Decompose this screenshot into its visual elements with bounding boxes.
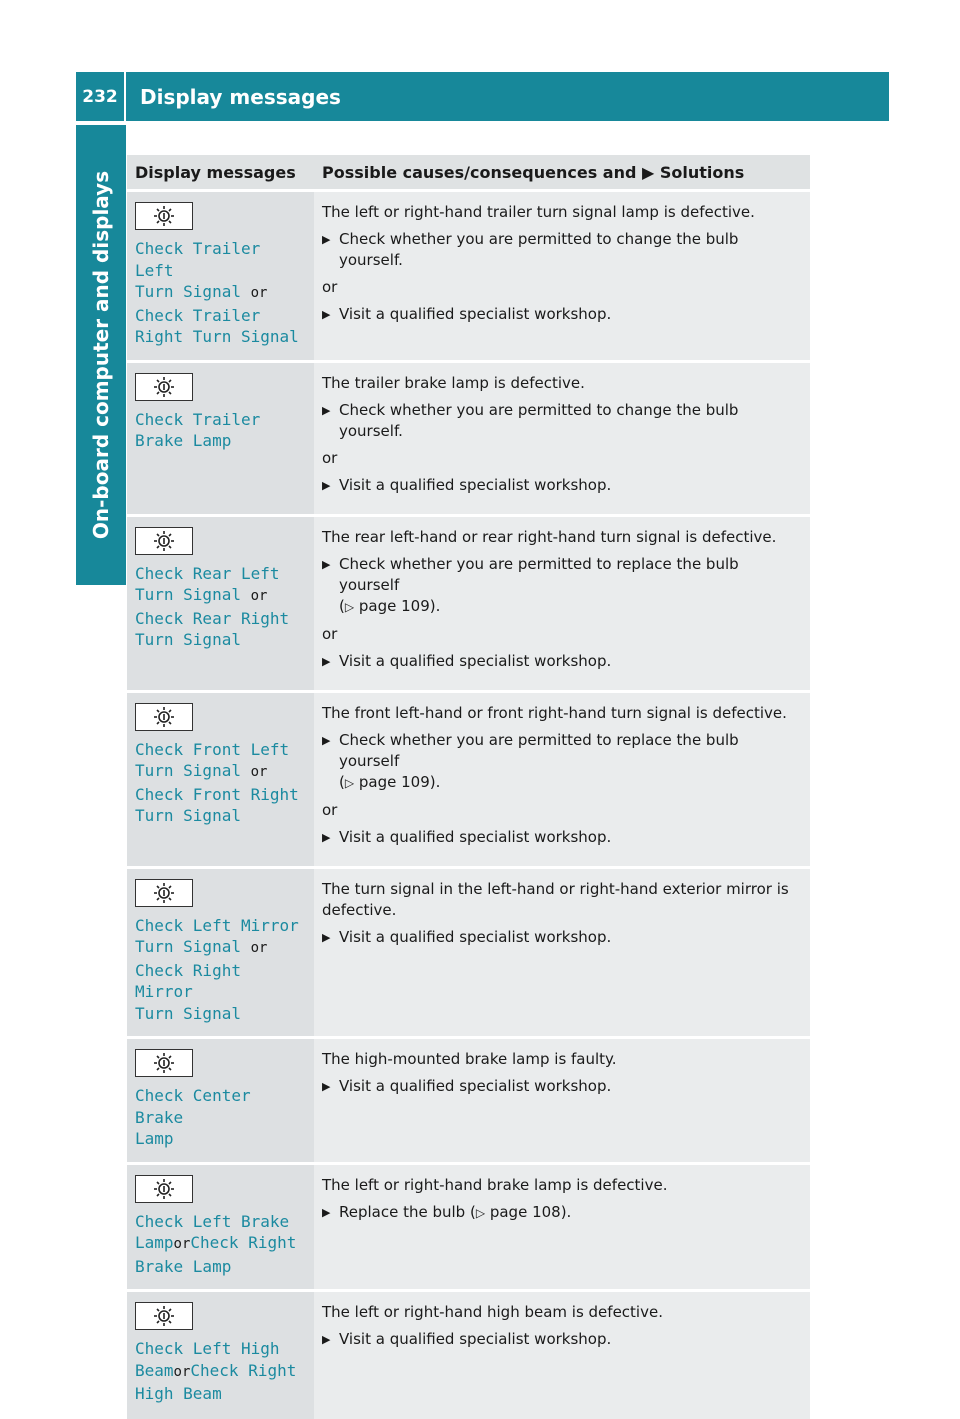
table-row bbox=[127, 1038, 810, 1164]
solution-cell bbox=[314, 515, 810, 691]
cause-text: The left or right-hand brake lamp is defective. bbox=[322, 1175, 668, 1194]
col-header-prefix: Possible causes/consequences and bbox=[322, 162, 637, 182]
or-text: or bbox=[322, 448, 338, 467]
bulb-warning-icon bbox=[135, 1175, 193, 1203]
display-messages-table bbox=[127, 155, 810, 1419]
bulb-warning-icon bbox=[135, 527, 193, 555]
message-cell bbox=[127, 191, 314, 362]
page-title: Display messages bbox=[140, 84, 341, 109]
solution-step: ▶ Check whether you are permitted to change the bulb yourself. bbox=[322, 400, 802, 442]
solution-step: ▶ Check whether you are permitted to replace the bulb yourself (▷ page 109). bbox=[322, 730, 802, 794]
page-number: 232 bbox=[76, 72, 126, 121]
page-ref-icon: ▷ bbox=[344, 775, 355, 790]
display-message: Check Center Brake Lamp bbox=[135, 1086, 251, 1148]
col-header-suffix: Solutions bbox=[659, 162, 745, 182]
display-message: Check Left Brake LamporCheck Right Brake Lamp bbox=[135, 1211, 297, 1276]
page-ref-icon: ▷ bbox=[344, 599, 355, 614]
display-message: Check Left Mirror Turn Signal or Check Right Mirror Turn Signal bbox=[135, 915, 299, 1023]
table-row bbox=[127, 361, 810, 515]
bulb-warning-icon bbox=[135, 1049, 193, 1077]
table-header-row bbox=[127, 155, 810, 191]
display-message: Check Left High BeamorCheck Right High Beam bbox=[135, 1339, 297, 1403]
message-cell bbox=[127, 1163, 314, 1291]
solution-step: ▶ Visit a qualified specialist workshop. bbox=[322, 651, 802, 672]
or-text: or bbox=[322, 800, 338, 819]
cause-text: The turn signal in the left-hand or right-hand exterior mirror is defective. bbox=[322, 879, 789, 919]
bulb-warning-icon bbox=[135, 879, 193, 907]
table-row bbox=[127, 515, 810, 691]
message-cell bbox=[127, 361, 314, 515]
table-row bbox=[127, 191, 810, 362]
play-arrow-icon: ▶ bbox=[642, 162, 655, 182]
solution-step: ▶ Check whether you are permitted to change the bulb yourself. bbox=[322, 229, 802, 271]
solution-step: ▶ Visit a qualified specialist workshop. bbox=[322, 304, 802, 325]
display-message: Check Trailer Left Turn Signal or Check Trailer Right Turn Signal bbox=[135, 239, 299, 346]
table-row bbox=[127, 691, 810, 867]
solution-step: ▶ Check whether you are permitted to replace the bulb yourself (▷ page 109). bbox=[322, 554, 802, 618]
solution-step: ▶ Replace the bulb (▷ page 108). bbox=[322, 1202, 802, 1224]
table-row bbox=[127, 1291, 810, 1419]
solution-step: ▶ Visit a qualified specialist workshop. bbox=[322, 475, 802, 496]
message-cell bbox=[127, 1291, 314, 1419]
bulb-warning-icon bbox=[135, 703, 193, 731]
solution-cell bbox=[314, 1038, 810, 1164]
solution-cell bbox=[314, 1163, 810, 1291]
page-ref-link[interactable]: page 108). bbox=[489, 1202, 572, 1221]
cause-text: The left or right-hand high beam is defective. bbox=[322, 1303, 663, 1321]
solution-cell bbox=[314, 191, 810, 362]
solution-cell bbox=[314, 691, 810, 867]
col-header-display-messages: Display messages bbox=[127, 155, 314, 191]
solution-cell bbox=[314, 361, 810, 515]
cause-text: The front left-hand or front right-hand turn signal is defective. bbox=[322, 703, 787, 722]
solution-step: ▶ Visit a qualified specialist workshop. bbox=[322, 927, 802, 948]
display-message: Check Rear Left Turn Signal or Check Rear Right Turn Signal bbox=[135, 563, 290, 649]
solution-step: ▶ Visit a qualified specialist workshop. bbox=[322, 1329, 802, 1350]
solution-step: ▶ Visit a qualified specialist workshop. bbox=[322, 827, 802, 848]
cause-text: The trailer brake lamp is defective. bbox=[322, 373, 585, 392]
cause-text: The left or right-hand trailer turn signal lamp is defective. bbox=[322, 203, 755, 221]
or-text: or bbox=[322, 278, 338, 296]
bulb-warning-icon bbox=[135, 373, 193, 401]
message-cell bbox=[127, 691, 314, 867]
message-cell bbox=[127, 867, 314, 1038]
col-header-solutions bbox=[314, 155, 810, 191]
solution-step: ▶ Visit a qualified specialist workshop. bbox=[322, 1076, 802, 1097]
bulb-warning-icon bbox=[135, 202, 193, 230]
page-ref-icon: ▷ bbox=[475, 1205, 486, 1220]
page-ref-link[interactable]: page 109). bbox=[358, 772, 441, 791]
table-row bbox=[127, 867, 810, 1038]
page-ref-link[interactable]: page 109). bbox=[358, 596, 441, 615]
bulb-warning-icon bbox=[135, 1302, 193, 1330]
side-tab-label: On-board computer and displays bbox=[89, 170, 113, 540]
or-text: or bbox=[322, 624, 338, 643]
message-cell bbox=[127, 515, 314, 691]
cause-text: The high-mounted brake lamp is faulty. bbox=[322, 1050, 617, 1068]
solution-cell bbox=[314, 1291, 810, 1419]
cause-text: The rear left-hand or rear right-hand turn signal is defective. bbox=[322, 527, 777, 546]
display-message: Check Front Left Turn Signal or Check Front Right Turn Signal bbox=[135, 739, 299, 825]
table-row bbox=[127, 1163, 810, 1291]
solution-cell bbox=[314, 867, 810, 1038]
message-cell bbox=[127, 1038, 314, 1164]
display-message: Check Trailer Brake Lamp bbox=[135, 409, 261, 450]
